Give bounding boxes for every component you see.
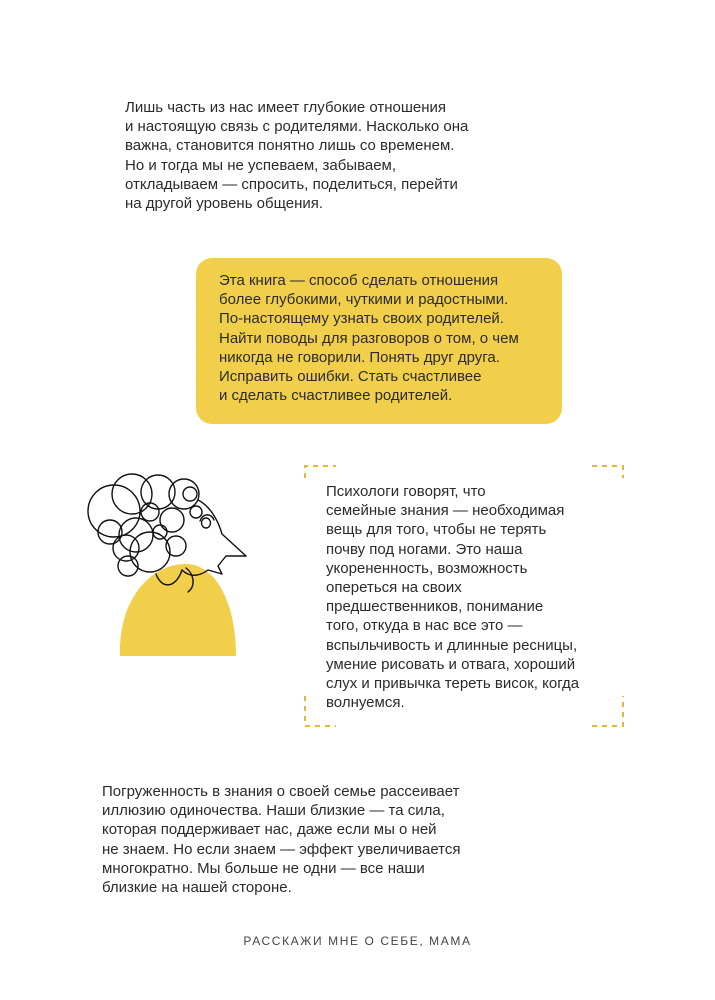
- callout-text: Эта книга — способ сделать отношения более глубокими, чуткими и радостными. По-настоящему узнать своих родителей. Найти поводы для разговоров о том, о чем никогда не говорили. Понять друг друга. Исправить ошибки. Стать счастливее и сделать счастливее родителей.: [219, 272, 519, 405]
- intro-paragraph: Лишь часть из нас имеет глубокие отношения и настоящую связь с родителями. Насколько она важна, становится понятно лишь со временем. Но и тогда мы не успеваем, забываем, откладываем — спросить, поделиться, перейти на другой уровень общения.: [125, 99, 469, 213]
- closing-paragraph: Погруженность в знания о своей семье рассеивает иллюзию одиночества. Наши близкие — та сила, которая поддерживает нас, даже если мы о ней не знаем. Но если знаем — эффект увеличивается многократно. Мы больше не одни — все наши близкие на нашей стороне.: [102, 783, 461, 897]
- psychologists-quote-text: Психологи говорят, что семейные знания — необходимая вещь для того, чтобы не терять почву под ногами. Это наша укорененность, возможность опереться на своих предшественников, понимание того, откуда в нас все это — вспыльчивость и длинные ресницы, умение рисовать и отвага, хороший слух и привычка тереть висок, когда волнуемся.: [326, 483, 580, 712]
- book-title-footer: РАССКАЖИ МНЕ О СЕБЕ, МАМА: [243, 934, 472, 948]
